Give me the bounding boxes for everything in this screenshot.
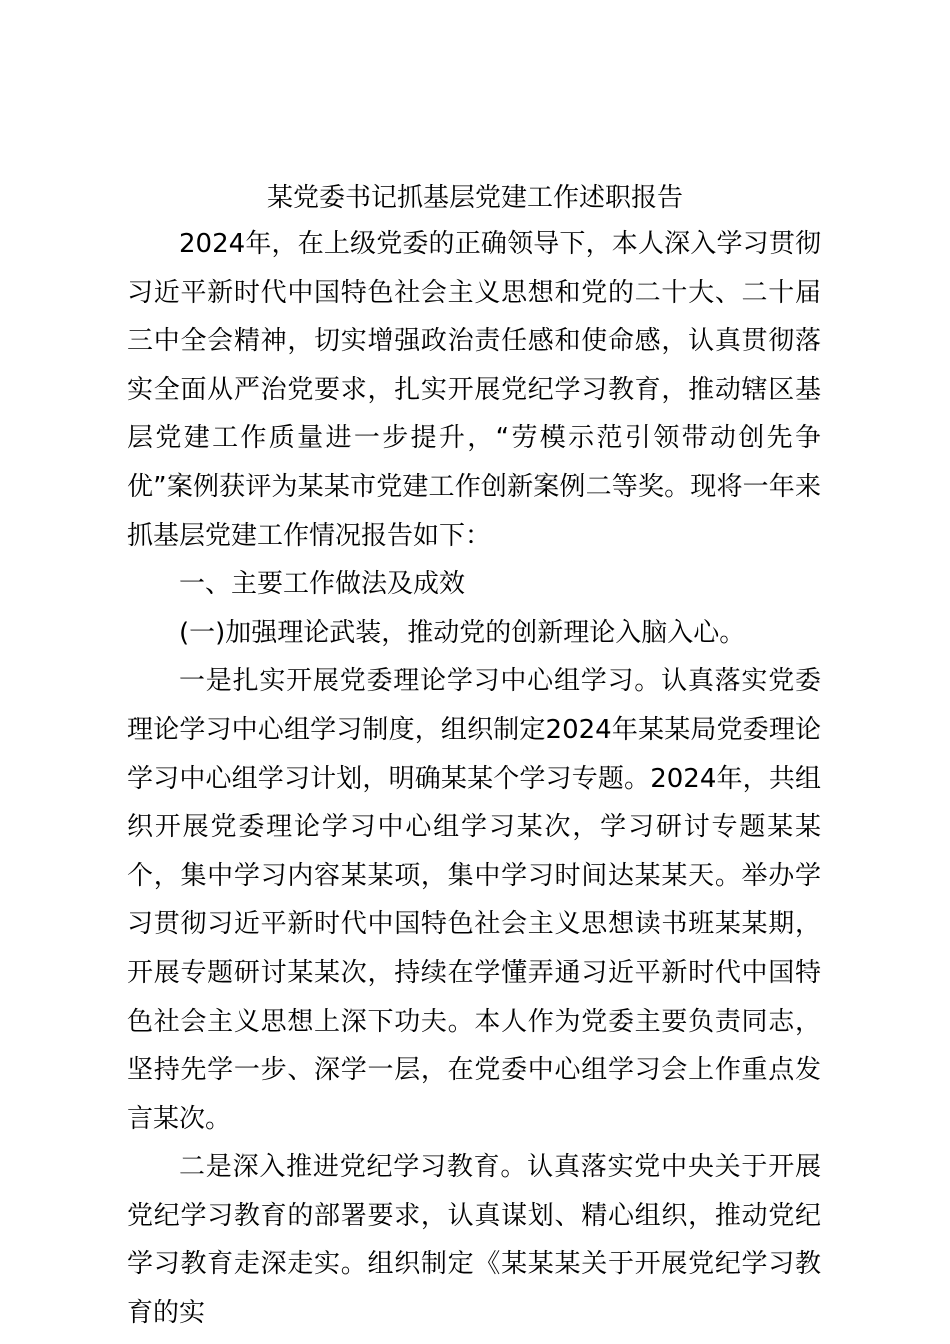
body-paragraph-1: 一是扎实开展党委理论学习中心组学习。认真落实党委理论学习中心组学习制度，组织制定2024年某某局党委理论学习中心组学习计划，明确某某个学习专题。2024年，共组织开展党委理论学习中心组学习某次，学习研讨专题某某个，集中学习内容某某项，集中学习时间达某某天。举办学习贯彻习近平新时代中国特色社会主义思想读书班某某期，开展专题研讨某某次，持续在学懂弄通习近平新时代中国特色社会主义思想上深下功夫。本人作为党委主要负责同志，坚持先学一步、深学一层，在党委中心组学习会上作重点发言某次。 xyxy=(127,666,821,1134)
document-title: 某党委书记抓基层党建工作述职报告 xyxy=(266,183,683,213)
body-paragraph-2: 二是深入推进党纪学习教育。认真落实党中央关于开展党纪学习教育的部署要求，认真谋划、精心组织，推动党纪学习教育走深走实。组织制定《某某某关于开展党纪学习教育的实 xyxy=(127,1152,821,1329)
subsection-heading: (一)加强理论武装，推动党的创新理论入脑入心。 xyxy=(179,617,746,648)
document-body xyxy=(127,220,821,1338)
intro-paragraph: 2024年，在上级党委的正确领导下，本人深入学习贯彻习近平新时代中国特色社会主义思想和党的二十大、二十届三中全会精神，切实增强政治责任感和使命感，认真贯彻落实全面从严治党要求，扎实开展党纪学习教育，推动辖区基层党建工作质量进一步提升，“劳模示范引领带动创先争优”案例获评为某某市党建工作创新案例二等奖。现将一年来抓基层党建工作情况报告如下： xyxy=(127,229,821,551)
section-heading: 一、主要工作做法及成效 xyxy=(179,569,466,600)
